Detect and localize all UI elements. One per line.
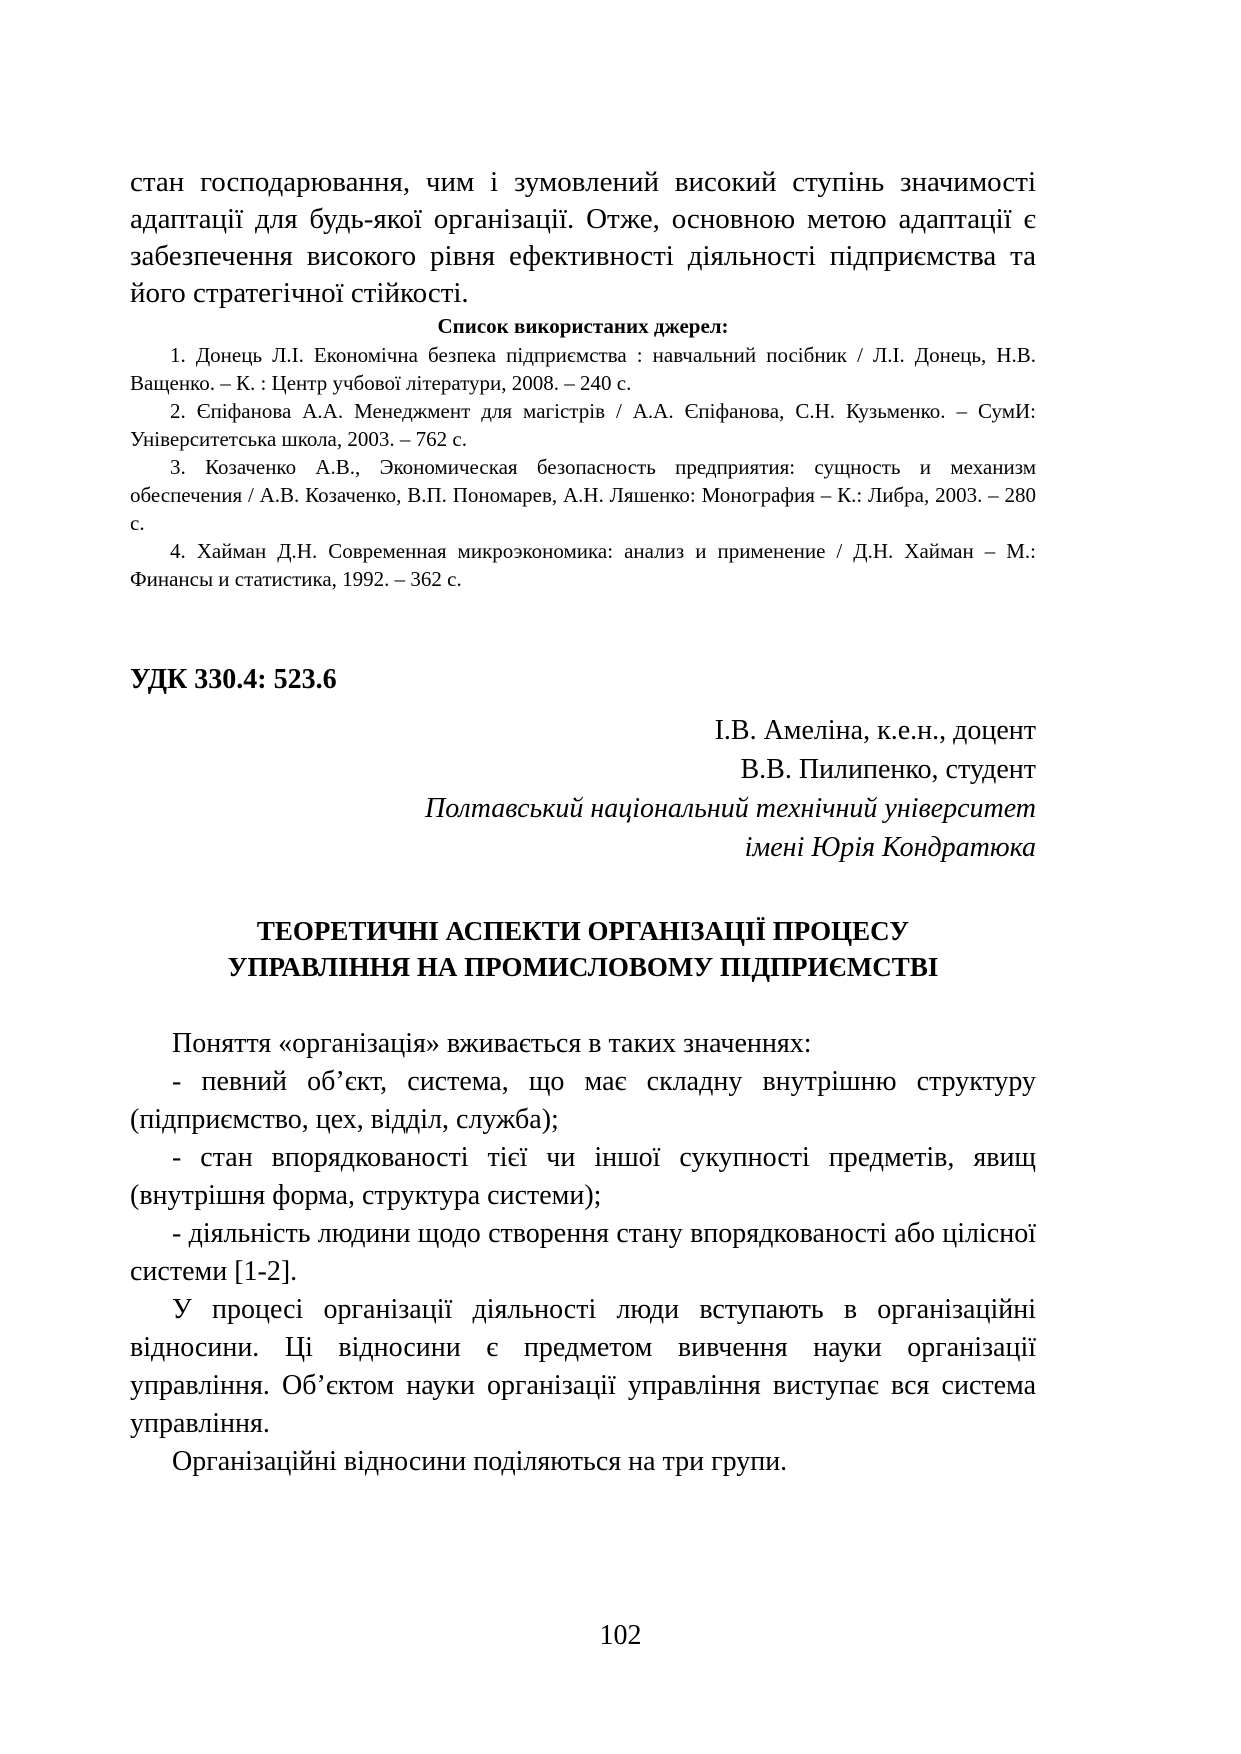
reference-item: 4. Хайман Д.Н. Современная микроэкономика: анализ и применение / Д.Н. Хайман – М.: Финансы и статистика, 1992. – 362 с.: [130, 539, 1036, 591]
article-paragraph: Організаційні відносини поділяються на три групи.: [172, 1446, 788, 1477]
article-paragraph: У процесі організації діяльності люди вступають в організаційні відносини. Ці відносини є предметом вивчення науки організації управління. Об’єктом науки організації управління виступає вся система управління.: [130, 1294, 1036, 1439]
article-title: [130, 913, 1036, 985]
reference-item: 1. Донець Л.І. Економічна безпека підприємства : навчальний посібник / Л.І. Донець, Н.В. Ващенко. – К. : Центр учбової літератури, 2008. – 240 с.: [130, 343, 1036, 395]
references-list: [130, 341, 1036, 593]
reference-item: 2. Єпіфанова А.А. Менеджмент для магістрів / А.А. Єпіфанова, С.Н. Кузьменко. – СумИ: Університетська школа, 2003. – 762 с.: [130, 399, 1036, 451]
article-title-line: УПРАВЛІННЯ НА ПРОМИСЛОВОМУ ПІДПРИЄМСТВІ: [227, 952, 939, 982]
references-title: Список використаних джерел:: [437, 314, 729, 338]
page-content: [130, 164, 1036, 1481]
author-line: І.В. Амеліна, к.е.н., доцент: [714, 715, 1036, 746]
article-paragraph: - стан впорядкованості тієї чи іншої сукупності предметів, явищ (внутрішня форма, структура системи);: [130, 1142, 1036, 1211]
affiliation-line: імені Юрія Кондратюка: [744, 832, 1036, 863]
author-line: В.В. Пилипенко, студент: [740, 754, 1036, 785]
article-body: [130, 1025, 1036, 1481]
page-number: 102: [599, 1620, 642, 1651]
authors-block: [130, 711, 1036, 867]
article-paragraph: - діяльність людини щодо створення стану впорядкованості або цілісної системи [1-2].: [130, 1218, 1036, 1287]
article-title-line: ТЕОРЕТИЧНІ АСПЕКТИ ОРГАНІЗАЦІЇ ПРОЦЕСУ: [256, 916, 910, 946]
affiliation-line: Полтавський національний технічний університет: [425, 793, 1036, 824]
article-paragraph: Поняття «організація» вживається в таких значеннях:: [172, 1028, 812, 1059]
reference-item: 3. Козаченко А.В., Экономическая безопасность предприятия: сущность и механизм обеспечения / А.В. Козаченко, В.П. Пономарев, А.Н. Ляшенко: Монография – К.: Либра, 2003. – 280 с.: [130, 455, 1036, 535]
udk-code: УДК 330.4: 523.6: [130, 664, 337, 695]
intro-paragraph: стан господарювання, чим і зумовлений високий ступінь значимості адаптації для будь-якої організації. Отже, основною метою адаптації є забезпечення високого рівня ефективності діяльності підприємства та його стратегічної стійкості.: [130, 166, 1036, 309]
article-paragraph: - певний об’єкт, система, що має складну внутрішню структуру (підприємство, цех, відділ, служба);: [130, 1066, 1036, 1135]
